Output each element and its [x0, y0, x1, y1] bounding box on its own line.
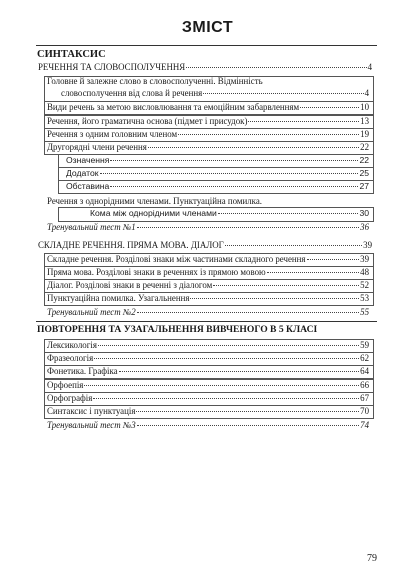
toc-entry-title: РЕЧЕННЯ ТА СЛОВОСПОЛУЧЕННЯ [38, 62, 186, 72]
toc-entry[interactable] [47, 102, 369, 113]
toc-page-number: 53 [360, 293, 369, 303]
toc-entry-title: Орфоепія [47, 380, 84, 390]
page-number: 79 [367, 553, 377, 564]
dot-leader [137, 425, 359, 426]
toc-entry-title: Речення, його граматична основа (підмет і присудок) [47, 116, 248, 126]
toc-page-number: 27 [359, 181, 369, 191]
toc-entry-title: Означення [66, 155, 110, 165]
dot-leader [148, 147, 359, 148]
toc-entry[interactable] [47, 116, 369, 127]
toc-page-number: 4 [367, 62, 372, 72]
toc-entry-title[interactable]: Головне й залежне слово в словосполученні. Відмінність [47, 76, 263, 86]
toc-page-number: 62 [360, 353, 369, 363]
toc-page-number: 22 [360, 142, 369, 152]
toc-entry-title: Речення з одним головним членом [47, 129, 178, 139]
dot-leader [110, 186, 358, 187]
toc-page-number: 19 [360, 129, 369, 139]
toc-entry-test[interactable] [47, 222, 369, 233]
toc-entry[interactable] [47, 142, 369, 153]
toc-subentry[interactable] [66, 168, 369, 179]
page-title: ЗМІСТ [181, 19, 234, 36]
dot-leader [307, 259, 360, 260]
section-divider [36, 45, 377, 46]
toc-page-number: 10 [360, 102, 369, 112]
dot-leader [178, 134, 359, 135]
toc-entry-title: Види речень за метою висловлювання та емоційним забарвленням [47, 102, 300, 112]
toc-entry-title: Пунктуаційна помилка. Узагальнення [47, 293, 190, 303]
toc-entry-title-continued: Кома між однорідними членами [90, 208, 217, 218]
toc-entry[interactable] [47, 267, 369, 278]
toc-subentry[interactable] [66, 181, 369, 192]
toc-entry-title: СКЛАДНЕ РЕЧЕННЯ. ПРЯМА МОВА. ДІАЛОГ [38, 240, 224, 250]
section-heading: ПОВТОРЕННЯ ТА УЗАГАЛЬНЕННЯ ВИВЧЕНОГО В 5 КЛАСІ [37, 324, 318, 335]
toc-page-number: 36 [360, 222, 369, 232]
dot-leader [213, 285, 359, 286]
toc-entry-title: Додаток [66, 168, 99, 178]
toc-entry-title: Синтаксис і пунктуація [47, 406, 136, 416]
dot-leader [300, 107, 359, 108]
dot-leader [186, 67, 366, 68]
dot-leader [203, 93, 363, 94]
toc-entry[interactable] [47, 340, 369, 351]
toc-entry-title: Фонетика. Графіка [47, 366, 118, 376]
toc-entry-title: Обставина [66, 181, 110, 191]
section-divider [36, 321, 377, 322]
toc-entry-title[interactable]: Речення з однорідними членами. Пунктуаційна помилка. [47, 196, 263, 206]
toc-entry-test[interactable] [47, 420, 369, 431]
toc-entry[interactable] [47, 293, 369, 304]
dot-leader [137, 227, 359, 228]
toc-entry-title: Лексикологія [47, 340, 97, 350]
toc-page-number: 22 [359, 155, 369, 165]
toc-page-number: 70 [360, 406, 369, 416]
toc-page-number: 66 [360, 380, 369, 390]
toc-entry-title-continued: словосполучення від слова й речення [61, 88, 203, 98]
toc-entry-title: Діалог. Розділові знаки в реченні з діалогом [47, 280, 213, 290]
toc-entry[interactable] [47, 254, 369, 265]
toc-page-number: 39 [360, 254, 369, 264]
dot-leader [100, 173, 359, 174]
dot-leader [119, 371, 360, 372]
dot-leader [248, 121, 359, 122]
toc-page-number: 67 [360, 393, 369, 403]
toc-page-number: 13 [360, 116, 369, 126]
toc-entry[interactable] [47, 280, 369, 291]
toc-entry[interactable] [47, 129, 369, 140]
toc-page-number: 59 [360, 340, 369, 350]
toc-entry-title: Другорядні члени речення [47, 142, 147, 152]
section-heading: СИНТАКСИС [37, 49, 106, 60]
toc-entry-title: Складне речення. Розділові знаки між частинами складного речення [47, 254, 306, 264]
dot-leader [98, 345, 359, 346]
toc-entry-title: Тренувальний тест №3 [47, 420, 136, 430]
toc-entry-part-heading[interactable] [38, 240, 372, 251]
dot-leader [84, 385, 359, 386]
toc-page-number: 39 [363, 240, 372, 250]
toc-entry-title: Пряма мова. Розділові знаки в реченнях із прямою мовою [47, 267, 266, 277]
toc-entry[interactable] [47, 380, 369, 391]
toc-page-number: 64 [360, 366, 369, 376]
toc-entry-title: Фразеологія [47, 353, 94, 363]
dot-leader [267, 272, 359, 273]
toc-page-number: 48 [360, 267, 369, 277]
toc-entry[interactable] [47, 406, 369, 417]
toc-entry-title: Тренувальний тест №1 [47, 222, 136, 232]
toc-entry[interactable] [47, 393, 369, 404]
dot-leader [93, 398, 359, 399]
dot-leader [94, 358, 359, 359]
toc-page-number: 4 [364, 88, 369, 98]
dot-leader [225, 245, 362, 246]
toc-page-number: 52 [360, 280, 369, 290]
toc-entry-test[interactable] [47, 307, 369, 318]
toc-entry-part-heading[interactable] [38, 62, 372, 73]
toc-entry-title: Орфографія [47, 393, 93, 403]
dot-leader [137, 312, 359, 313]
dot-leader [218, 213, 359, 214]
toc-page-number: 30 [359, 208, 369, 218]
toc-entry[interactable] [61, 88, 369, 99]
toc-page-number: 55 [360, 307, 369, 317]
toc-page-number: 25 [359, 168, 369, 178]
toc-entry[interactable] [47, 353, 369, 364]
toc-subentry[interactable] [66, 155, 369, 166]
toc-entry[interactable] [90, 208, 369, 219]
dot-leader [136, 411, 359, 412]
dot-leader [190, 298, 359, 299]
toc-entry[interactable] [47, 366, 369, 377]
dot-leader [110, 160, 358, 161]
toc-page-number: 74 [360, 420, 369, 430]
toc-entry-title: Тренувальний тест №2 [47, 307, 136, 317]
